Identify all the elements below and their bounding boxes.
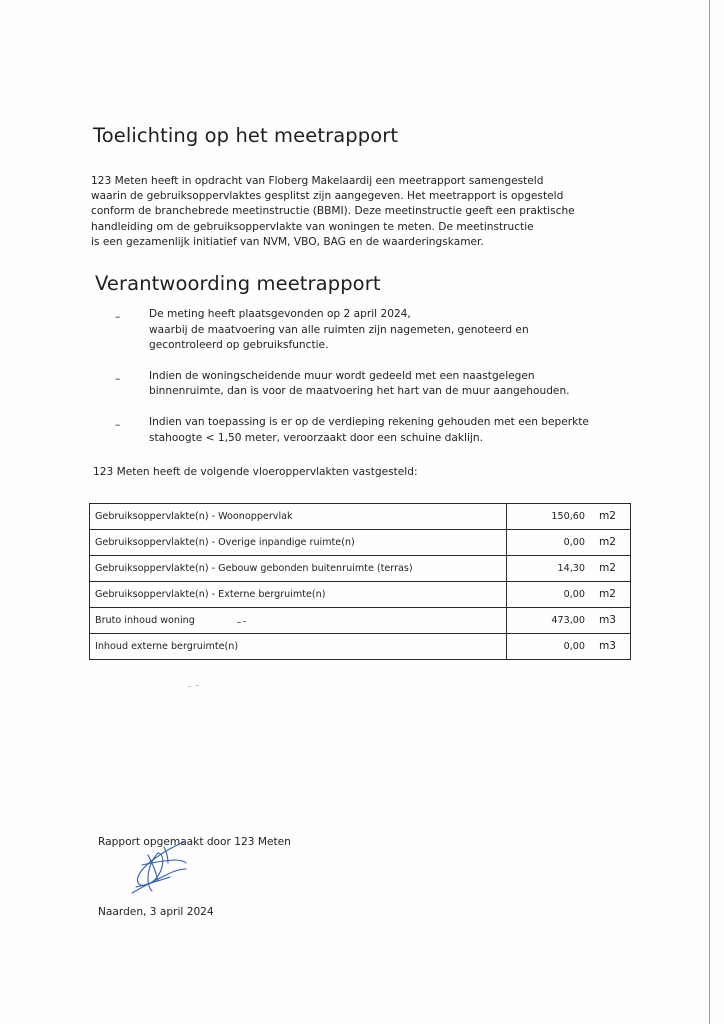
measurement-value-cell bbox=[506, 556, 630, 582]
measurement-value: 0,00 bbox=[563, 537, 585, 548]
measurement-unit: m2 bbox=[598, 562, 616, 574]
table-row bbox=[90, 582, 631, 608]
bullet-line: gecontroleerd op gebruiksfunctie. bbox=[149, 339, 329, 352]
measurement-value-cell bbox=[506, 608, 630, 634]
scan-speck bbox=[243, 621, 246, 622]
scan-edge-line bbox=[709, 0, 710, 1024]
table-row bbox=[90, 556, 631, 582]
measurement-value-cell bbox=[506, 634, 630, 660]
scan-speck bbox=[188, 686, 191, 687]
intro-line: is een gezamenlijk initiatief van NVM, VBO, BAG en de waarderingskamer. bbox=[91, 235, 484, 248]
measurement-value: 473,00 bbox=[551, 615, 585, 626]
table-row bbox=[90, 608, 631, 634]
measurement-value: 14,30 bbox=[557, 563, 585, 574]
measurement-unit: m3 bbox=[598, 614, 616, 626]
intro-paragraph bbox=[91, 174, 611, 250]
measurement-value: 0,00 bbox=[563, 641, 585, 652]
measurement-value-cell bbox=[506, 582, 630, 608]
intro-line: conform de branchebrede meetinstructie (BBMI). Deze meetinstructie geeft een praktische bbox=[91, 205, 575, 218]
table-row bbox=[90, 530, 631, 556]
scan-speck bbox=[237, 622, 241, 623]
intro-line: 123 Meten heeft in opdracht van Floberg Makelaardij een meetrapport samengesteld bbox=[91, 175, 544, 187]
bullet-line: waarbij de maatvoering van alle ruimten zijn nagemeten, genoteerd en bbox=[149, 323, 529, 336]
bullet-line: Indien de woningscheidende muur wordt gedeeld met een naastgelegen bbox=[149, 369, 535, 382]
measurement-unit: m2 bbox=[598, 588, 616, 600]
bullet-list bbox=[115, 307, 615, 461]
bullet-dash: – bbox=[115, 372, 121, 385]
measurement-unit: m2 bbox=[598, 510, 616, 522]
measurement-label: Gebruiksoppervlakte(n) - Woonoppervlak bbox=[90, 504, 507, 530]
bullet-line: binnenruimte, dan is voor de maatvoering het hart van de muur aangehouden. bbox=[149, 385, 570, 398]
table-intro: 123 Meten heeft de volgende vloeroppervlakten vastgesteld: bbox=[93, 466, 418, 478]
signoff-text: Rapport opgemaakt door 123 Meten bbox=[98, 836, 291, 848]
measurement-value: 150,60 bbox=[551, 511, 585, 522]
intro-line: handleiding om de gebruiksoppervlakte van woningen te meten. De meetinstructie bbox=[91, 220, 534, 233]
heading-verantwoording: Verantwoording meetrapport bbox=[95, 272, 381, 295]
measurements-table bbox=[89, 503, 631, 660]
measurement-value-cell bbox=[506, 504, 630, 530]
bullet-item bbox=[115, 415, 615, 446]
scan-speck bbox=[196, 685, 199, 686]
table-row bbox=[90, 504, 631, 530]
measurement-label: Bruto inhoud woning bbox=[90, 608, 507, 634]
measurement-label: Inhoud externe bergruimte(n) bbox=[90, 634, 507, 660]
bullet-line: De meting heeft plaatsgevonden op 2 april 2024, bbox=[149, 308, 411, 320]
measurement-label: Gebruiksoppervlakte(n) - Externe bergruimte(n) bbox=[90, 582, 507, 608]
measurement-label: Gebruiksoppervlakte(n) - Gebouw gebonden buitenruimte (terras) bbox=[90, 556, 507, 582]
bullet-line: Indien van toepassing is er op de verdieping rekening gehouden met een beperkte bbox=[149, 415, 589, 428]
bullet-item bbox=[115, 307, 615, 354]
table-row bbox=[90, 634, 631, 660]
place-date-text: Naarden, 3 april 2024 bbox=[98, 906, 214, 918]
signature-mark bbox=[118, 835, 198, 897]
measurement-unit: m3 bbox=[598, 640, 616, 652]
measurement-value: 0,00 bbox=[563, 589, 585, 600]
intro-line: waarin de gebruiksoppervlaktes gesplitst zijn aangegeven. Het meetrapport is opgesteld bbox=[91, 190, 564, 203]
bullet-line: stahoogte < 1,50 meter, veroorzaakt door een schuine daklijn. bbox=[149, 431, 483, 444]
bullet-dash: – bbox=[115, 311, 121, 323]
heading-toelichting: Toelichting op het meetrapport bbox=[93, 124, 399, 147]
measurement-value-cell bbox=[506, 530, 630, 556]
measurement-label: Gebruiksoppervlakte(n) - Overige inpandige ruimte(n) bbox=[90, 530, 507, 556]
bullet-dash: – bbox=[115, 418, 121, 431]
measurement-unit: m2 bbox=[598, 536, 616, 548]
bullet-item bbox=[115, 369, 615, 400]
